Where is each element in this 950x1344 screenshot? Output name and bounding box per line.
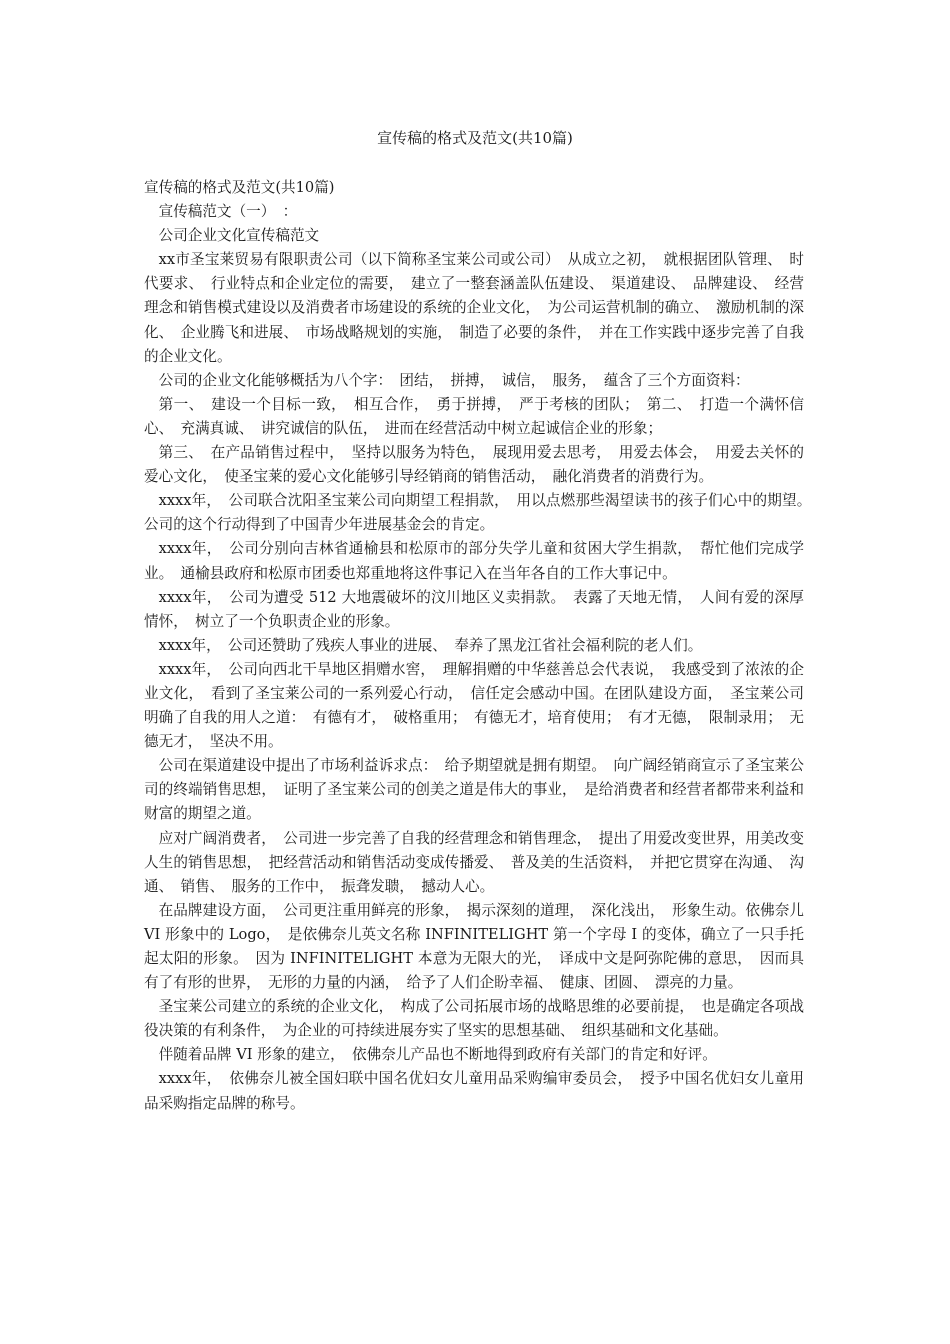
paragraph: 圣宝莱公司建立的系统的企业文化， 构成了公司拓展市场的战略思维的必要前提， 也是确定各项战役决策的有利条件， 为企业的可持续进展夯实了坚实的思想基础、 组织基础和文化基础。 [144,998,804,1040]
paragraph: 第三、 在产品销售过程中， 坚持以服务为特色， 展现用爱去思考， 用爱去体会， 用爱去关怀的爱心文化， 使圣宝莱的爱心文化能够引导经销商的销售活动， 融化消费者的消费行为。 [144,444,804,486]
paragraph: xx市圣宝莱贸易有限职责公司（以下简称圣宝莱公司或公司） 从成立之初， 就根据团队管理、 时代要求、 行业特点和企业定位的需要， 建立了一整套涵盖队伍建设、 渠道建设、 品牌建设、 经营理念和销售模式建设以及消费者市场建设的系统的企业文化， 为公司运营机制的确立、 激励机制的深化、 企业腾飞和进展、 市场战略规划的实施， 制造了必要的条件， 并在工作实践中逐步完善了自我的企业文化。 [144,251,804,365]
article-title: 公司企业文化宣传稿范文 [158,227,320,245]
paragraph: xxxx年， 公司向西北干旱地区捐赠水窖， 理解捐赠的中华慈善总会代表说， 我感受到了浓浓的企业文化， 看到了圣宝莱公司的一系列爱心行动， 信任定会感动中国。在团队建设方面， 圣宝莱公司明确了自我的用人之道： 有德有才， 破格重用； 有德无才，培育使用； 有才无德， 限制录用； 无德无才， 坚决不用。 [144,660,804,751]
section-heading: 宣传稿范文（一） ： [158,203,298,221]
paragraph: xxxx年， 依佛奈儿被全国妇联中国名优妇女儿童用品采购编审委员会， 授予中国名优妇女儿童用品采购指定品牌的称号。 [144,1070,804,1112]
paragraph: xxxx年， 公司为遭受 512 大地震破坏的汶川地区义卖捐款。 表露了天地无情， 人间有爱的深厚情怀， 树立了一个负职责企业的形象。 [144,588,804,630]
document-body [144,176,819,1116]
paragraph: 伴随着品牌 VI 形象的建立， 依佛奈儿产品也不断地得到政府有关部门的肯定和好评。 [158,1046,717,1064]
body-heading: 宣传稿的格式及范文(共10篇) [144,179,335,196]
paragraph: 第一、 建设一个目标一致， 相互合作， 勇于拼搏， 严于考核的团队； 第二、 打造一个满怀信心、 充满真诚、 讲究诚信的队伍， 进而在经营活动中树立起诚信企业的形象； [144,395,804,437]
document-title: 宣传稿的格式及范文(共10篇) [377,129,573,147]
paragraph: xxxx年， 公司联合沈阳圣宝莱公司向期望工程捐款， 用以点燃那些渴望读书的孩子们心中的期望。 公司的这个行动得到了中国青少年进展基金会的肯定。 [144,492,819,534]
paragraph: 公司在渠道建设中提出了市场利益诉求点： 给予期望就是拥有期望。 向广阔经销商宣示了圣宝莱公司的终端销售思想， 证明了圣宝莱公司的创美之道是伟大的事业， 是给消费者和经营者都带来利益和财富的期望之道。 [144,757,804,823]
paragraph: xxxx年， 公司分别向吉林省通榆县和松原市的部分失学儿童和贫困大学生捐款， 帮忙他们完成学业。 通榆县政府和松原市团委也郑重地将这件事记入在当年各自的工作大事记中。 [144,540,804,582]
paragraph: xxxx年， 公司还赞助了残疾人事业的进展、 奉养了黑龙江省社会福利院的老人们。 [158,636,703,654]
paragraph: 应对广阔消费者， 公司进一步完善了自我的经营理念和销售理念， 提出了用爱改变世界，用美改变人生的销售思想， 把经营活动和销售活动变成传播爱、 普及美的生活资料， 并把它贯穿在沟通、 沟通、 销售、 服务的工作中， 振聋发聩， 撼动人心。 [144,829,804,895]
paragraph: 公司的企业文化能够概括为八个字： 团结， 拼搏， 诚信， 服务， 蕴含了三个方面资料： [158,371,750,389]
paragraph: 在品牌建设方面， 公司更注重用鲜亮的形象， 揭示深刻的道理， 深化浅出， 形象生动。依佛奈儿 VI 形象中的 Logo， 是依佛奈儿英文名称 INFINITELIGHT 第一个字母 I 的变体，确立了一只手托起太阳的形象。 因为 INFINITELIGHT 本意为无限大的光， 译成中文是阿弥陀佛的意思， 因而具有了有形的世界， 无形的力量的内涵， 给予了人们企盼幸福、 健康、团圆、 漂亮的力量。 [144,901,804,992]
